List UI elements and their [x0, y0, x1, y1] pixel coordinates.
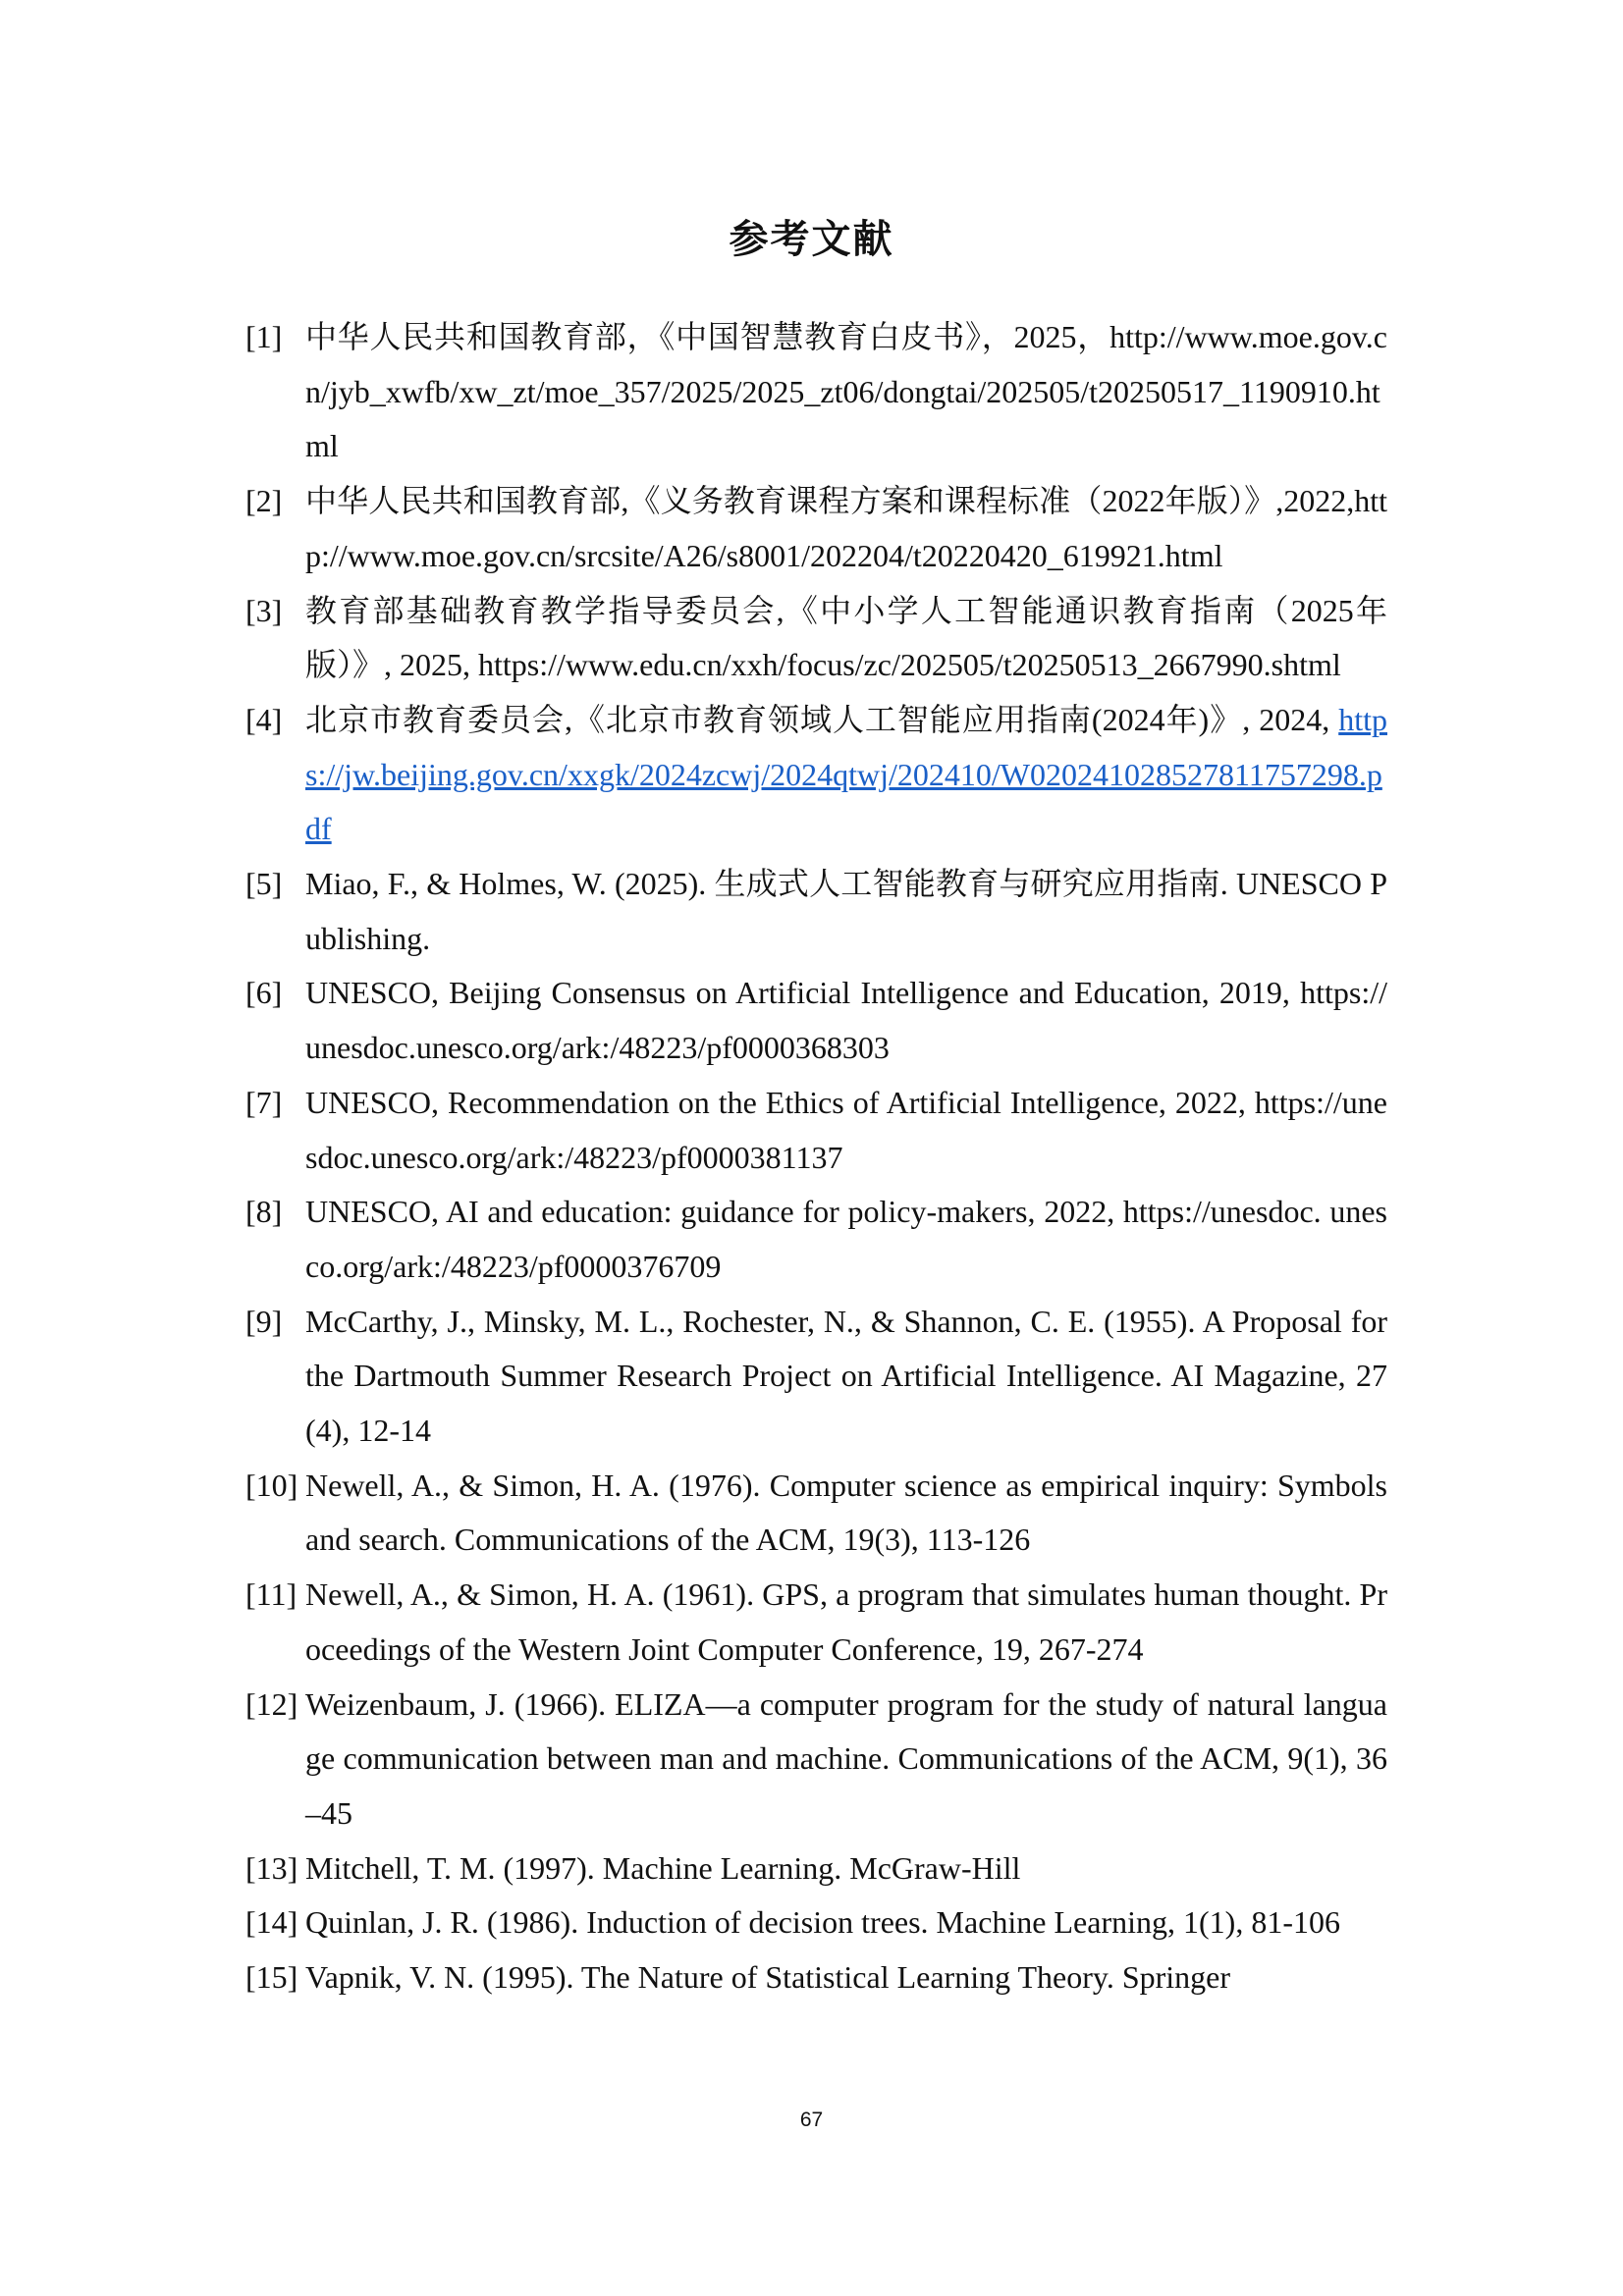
reference-text-block	[305, 474, 1387, 583]
reference-item	[245, 1950, 1387, 2005]
reference-text: Newell, A., & Simon, H. A. (1961). GPS, a program that simulates human thought. Proceedings of the Western Joint Computer Conference, 19, 267-274	[305, 1576, 1387, 1667]
reference-number: [10]	[245, 1467, 298, 1503]
reference-text-block	[305, 1295, 1387, 1459]
reference-item	[245, 1842, 1387, 1896]
page-title: 参考文献	[729, 217, 894, 262]
reference-number: [11]	[245, 1576, 298, 1613]
reference-text-block	[305, 1568, 1387, 1677]
reference-number: [9]	[245, 1303, 283, 1339]
reference-text: Mitchell, T. M. (1997). Machine Learning. McGraw-Hill	[305, 1849, 1021, 1886]
reference-text-block	[305, 1185, 1387, 1294]
reference-text-block	[305, 1459, 1387, 1568]
reference-number: [4]	[245, 701, 283, 737]
reference-item	[245, 1295, 1387, 1459]
reference-text-block	[305, 310, 1387, 474]
reference-list	[245, 310, 1387, 2005]
reference-text-block	[305, 857, 1387, 966]
reference-link[interactable]: https://jw.beijing.gov.cn/xxgk/2024zcwj/2024qtwj/202410/W020241028527811757298.pdf	[305, 701, 1387, 847]
reference-number: [6]	[245, 975, 283, 1011]
reference-item	[245, 584, 1387, 693]
reference-number: [3]	[245, 592, 283, 628]
reference-text-block	[305, 584, 1387, 693]
reference-item	[245, 693, 1387, 857]
reference-item	[245, 310, 1387, 474]
reference-text: Newell, A., & Simon, H. A. (1976). Computer science as empirical inquiry: Symbols and search. Communications of the ACM, 19(3), 113-126	[305, 1467, 1387, 1558]
reference-item	[245, 1568, 1387, 1677]
reference-item	[245, 857, 1387, 966]
reference-text: UNESCO, AI and education: guidance for policy-makers, 2022, https://unesdoc. unesco.org/ark:/48223/pf0000376709	[305, 1194, 1387, 1284]
reference-item	[245, 1076, 1387, 1185]
reference-text: 中华人民共和国教育部，《中国智慧教育白皮书》，2025，http://www.moe.gov.cn/jyb_xwfb/xw_zt/moe_357/2025/2025_zt06/dongtai/202505/t20250517_1190910.html	[305, 319, 1387, 464]
reference-number: [2]	[245, 483, 283, 519]
reference-item	[245, 1678, 1387, 1842]
reference-item	[245, 1896, 1387, 1950]
reference-text: 教育部基础教育教学指导委员会,《中小学人工智能通识教育指南（2025年版）》, 2025, https://www.edu.cn/xxh/focus/zc/202505/t20250513_2667990.shtml	[305, 592, 1387, 683]
reference-text: Vapnik, V. N. (1995). The Nature of Statistical Learning Theory. Springer	[305, 1959, 1231, 1996]
reference-number: [7]	[245, 1084, 283, 1120]
reference-item	[245, 1185, 1387, 1294]
reference-item	[245, 1459, 1387, 1568]
reference-text: UNESCO, Beijing Consensus on Artificial Intelligence and Education, 2019, https:// unesdoc.unesco.org/ark:/48223/pf0000368303	[305, 975, 1387, 1066]
reference-text: Weizenbaum, J. (1966). ELIZA—a computer program for the study of natural language communication between man and machine. Communications of the ACM, 9(1), 36–45	[305, 1685, 1387, 1831]
reference-text: McCarthy, J., Minsky, M. L., Rochester, N., & Shannon, C. E. (1955). A Proposal for the Dartmouth Summer Research Project on Artificial Intelligence. AI Magazine, 27(4), 12-14	[305, 1303, 1387, 1449]
reference-text-block	[305, 1896, 1387, 1950]
reference-item	[245, 966, 1387, 1075]
reference-text-block	[305, 1842, 1387, 1896]
reference-item	[245, 474, 1387, 583]
reference-number: [12]	[245, 1685, 298, 1722]
reference-text-block	[305, 966, 1387, 1075]
reference-text-block	[305, 693, 1387, 857]
reference-number: [13]	[245, 1849, 298, 1886]
reference-text-block	[305, 1076, 1387, 1185]
reference-number: [5]	[245, 866, 283, 902]
reference-text-block	[305, 1950, 1387, 2005]
page-number: 67	[799, 2109, 824, 2131]
reference-number: [14]	[245, 1904, 298, 1941]
reference-text: Miao, F., & Holmes, W. (2025). 生成式人工智能教育与研究应用指南. UNESCO Publishing.	[305, 866, 1387, 956]
reference-text: 中华人民共和国教育部,《义务教育课程方案和课程标准（2022年版）》,2022,http://www.moe.gov.cn/srcsite/A26/s8001/202204/t20220420_619921.html	[305, 483, 1387, 573]
reference-number: [1]	[245, 319, 283, 354]
reference-text: UNESCO, Recommendation on the Ethics of Artificial Intelligence, 2022, https://unesdoc.unesco.org/ark:/48223/pf0000381137	[305, 1084, 1387, 1175]
reference-number: [8]	[245, 1194, 283, 1230]
reference-text: 北京市教育委员会,《北京市教育领域人工智能应用指南(2024年)》, 2024,	[305, 701, 1339, 737]
reference-text: Quinlan, J. R. (1986). Induction of decision trees. Machine Learning, 1(1), 81-106	[305, 1904, 1340, 1941]
reference-text-block	[305, 1678, 1387, 1842]
reference-number: [15]	[245, 1959, 298, 1996]
